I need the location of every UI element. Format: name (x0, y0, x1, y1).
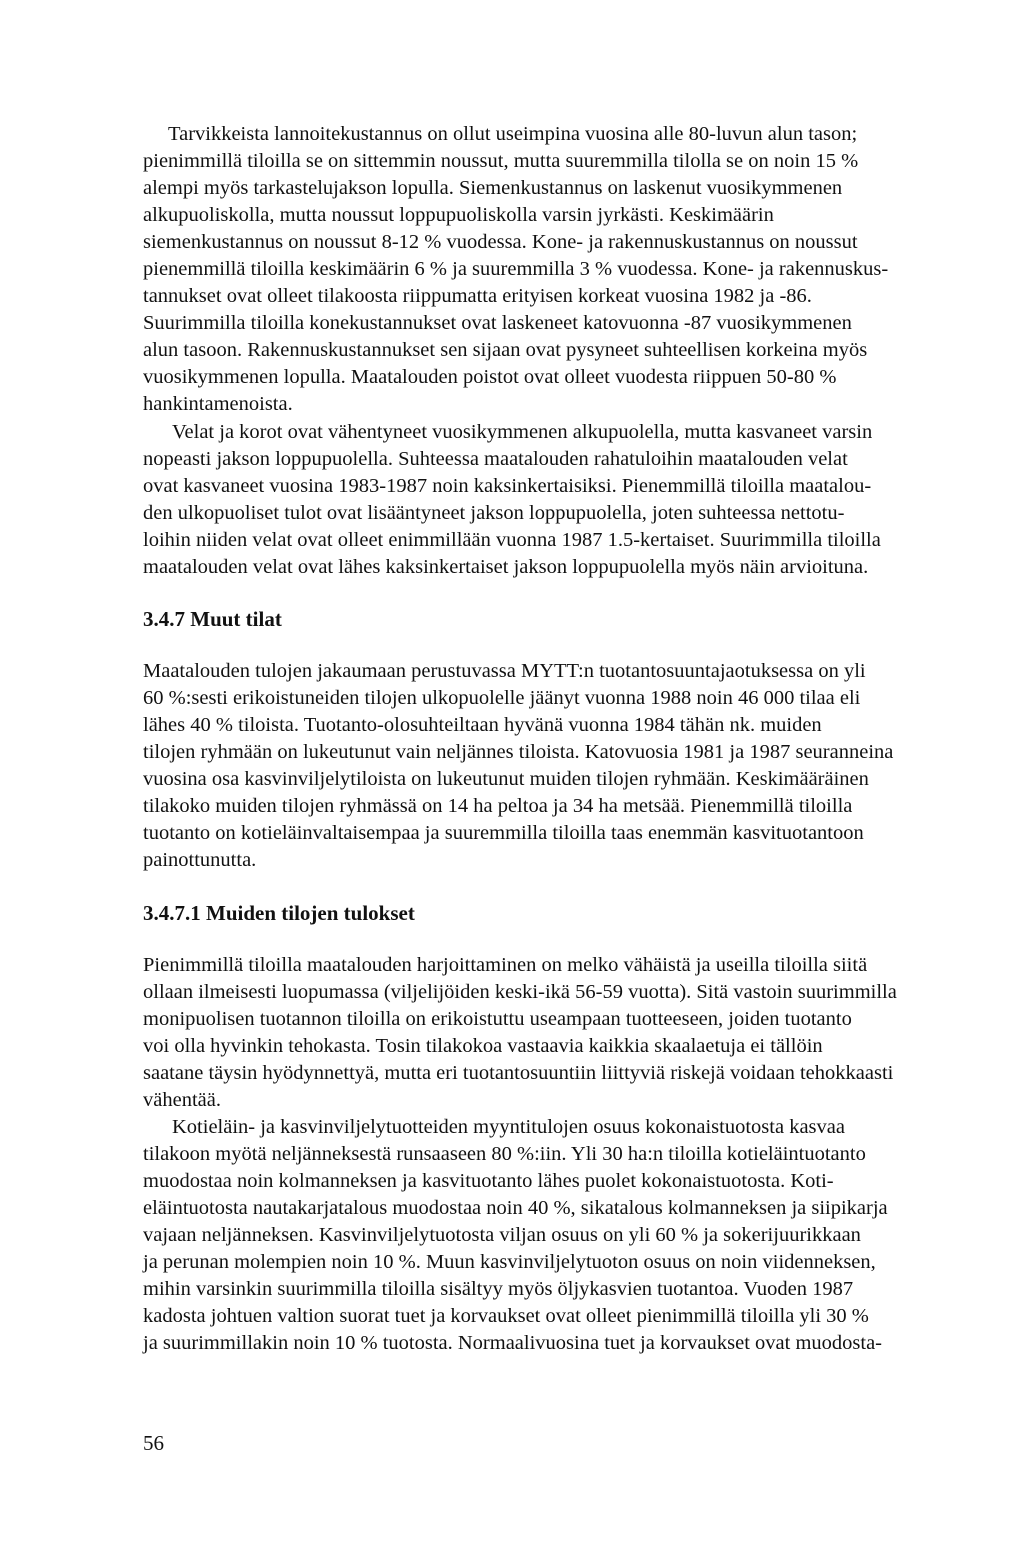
text-line: ja perunan molempien noin 10 %. Muun kasvinviljelytuoton osuus on noin viidenneksen, (143, 1251, 876, 1273)
text-line: voi olla hyvinkin tehokasta. Tosin tilakokoa vastaavia kaikkia skaalaetuja ei tällöin (143, 1035, 823, 1057)
text-line: Tarvikkeista lannoitekustannus on ollut useimpina vuosina alle 80-luvun alun tason; (168, 123, 858, 145)
text-line: tilakoko muiden tilojen ryhmässä on 14 ha peltoa ja 34 ha metsää. Pienemmillä tiloilla (143, 795, 853, 817)
text-line: Velat ja korot ovat vähentyneet vuosikymmenen alkupuolella, mutta kasvaneet varsin (172, 421, 873, 443)
text-line: monipuolisen tuotannon tiloilla on erikoistuttu useampaan tuotteeseen, joiden tuotanto (143, 1008, 852, 1030)
text-line: muodostaa noin kolmanneksen ja kasvituotanto lähes puolet kokonaistuotosta. Koti- (143, 1170, 834, 1192)
text-line: kadosta johtuen valtion suorat tuet ja korvaukset ovat olleet pienimmillä tiloilla yli 30 % (143, 1305, 869, 1327)
section-heading-3-4-7: 3.4.7 Muut tilat (143, 607, 282, 631)
text-line: saatane täysin hyödynnettyä, mutta eri tuotantosuuntiin liittyviä riskejä voidaan tehokkaasti (143, 1062, 894, 1084)
text-line: tilojen ryhmään on lukeutunut vain neljännes tiloista. Katovuosia 1981 ja 1987 seuranneina (143, 741, 894, 763)
text-line: vuosina osa kasvinviljelytiloista on lukeutunut muiden tilojen ryhmään. Keskimääräinen (143, 768, 869, 790)
text-line: lähes 40 % tiloista. Tuotanto-olosuhteiltaan hyvänä vuonna 1984 tähän nk. muiden (143, 714, 822, 736)
text-line: Maatalouden tulojen jakaumaan perustuvassa MYTT:n tuotantosuuntajaotuksessa on yli (143, 660, 866, 682)
text-line: nopeasti jakson loppupuolella. Suhteessa maatalouden rahatuloihin maatalouden velat (143, 448, 848, 470)
text-line: Pienimmillä tiloilla maatalouden harjoittaminen on melko vähäistä ja useilla tiloilla siitä (143, 954, 868, 976)
text-line: vähentää. (143, 1089, 221, 1111)
text-line: ja suurimmillakin noin 10 % tuotosta. Normaalivuosina tuet ja korvaukset ovat muodosta- (143, 1332, 883, 1354)
text-line: painottunutta. (143, 849, 257, 871)
text-line: hankintamenoista. (143, 393, 293, 415)
text-line: alun tasoon. Rakennuskustannukset sen sijaan ovat pysyneet suhteellisen korkeina myös (143, 339, 868, 361)
text-line: Suurimmilla tiloilla konekustannukset ovat laskeneet katovuonna -87 vuosikymmenen (143, 312, 852, 334)
text-line: siemenkustannus on noussut 8-12 % vuodessa. Kone- ja rakennuskustannus on noussut (143, 231, 858, 253)
text-line: ollaan ilmeisesti luopumassa (viljelijöiden keski-ikä 56-59 vuotta). Sitä vastoin suurimmilla (143, 981, 897, 1003)
text-line: pienemmillä tiloilla keskimäärin 6 % ja suuremmilla 3 % vuodessa. Kone- ja rakennuskus- (143, 258, 889, 280)
text-line: tuotanto on kotieläinvaltaisempaa ja suuremmilla tiloilla taas enemmän kasvituotantoon (143, 822, 864, 844)
text-line: vajaan neljänneksen. Kasvinviljelytuotosta viljan osuus on yli 60 % ja sokerijuurikkaan (143, 1224, 861, 1246)
text-line: vuosikymmenen lopulla. Maatalouden poistot ovat olleet vuodesta riippuen 50-80 % (143, 366, 837, 388)
page-number: 56 (143, 1431, 164, 1455)
text-line: alempi myös tarkastelujakson lopulla. Siemenkustannus on laskenut vuosikymmenen (143, 177, 843, 199)
text-line: loihin niiden velat ovat olleet enimmillään vuonna 1987 1.5-kertaiset. Suurimmilla tiloilla (143, 529, 881, 551)
text-line: alkupuoliskolla, mutta noussut loppupuoliskolla varsin jyrkästi. Keskimäärin (143, 204, 774, 226)
text-line: 60 %:sesti erikoistuneiden tilojen ulkopuolelle jäänyt vuonna 1988 noin 46 000 tilaa eli (143, 687, 861, 709)
text-line: den ulkopuoliset tulot ovat lisääntyneet jakson loppupuolella, joten suhteessa nettotu- (143, 502, 845, 524)
text-line: pienimmillä tiloilla se on sittemmin noussut, mutta suuremmilla tilolla se on noin 15 % (143, 150, 859, 172)
text-line: mihin varsinkin suurimmilla tiloilla sisältyy myös öljykasvien tuotantoa. Vuoden 1987 (143, 1278, 854, 1300)
section-heading-3-4-7-1: 3.4.7.1 Muiden tilojen tulokset (143, 901, 415, 925)
text-line: ovat kasvaneet vuosina 1983-1987 noin kaksinkertaisiksi. Pienemmillä tiloilla maatalou- (143, 475, 872, 497)
text-line: tilakoon myötä neljänneksestä runsaaseen 80 %:iin. Yli 30 ha:n tiloilla kotieläintuotanto (143, 1143, 866, 1165)
text-line: tannukset ovat olleet tilakoosta riippumatta erityisen korkeat vuosina 1982 ja -86. (143, 285, 812, 307)
text-line: Kotieläin- ja kasvinviljelytuotteiden myyntitulojen osuus kokonaistuotosta kasvaa (172, 1116, 845, 1138)
text-line: maatalouden velat ovat lähes kaksinkertaiset jakson loppupuolella myös näin arvioituna. (143, 556, 869, 578)
text-line: eläintuotosta nautakarjatalous muodostaa noin 40 %, sikatalous kolmanneksen ja siipikarja (143, 1197, 888, 1219)
